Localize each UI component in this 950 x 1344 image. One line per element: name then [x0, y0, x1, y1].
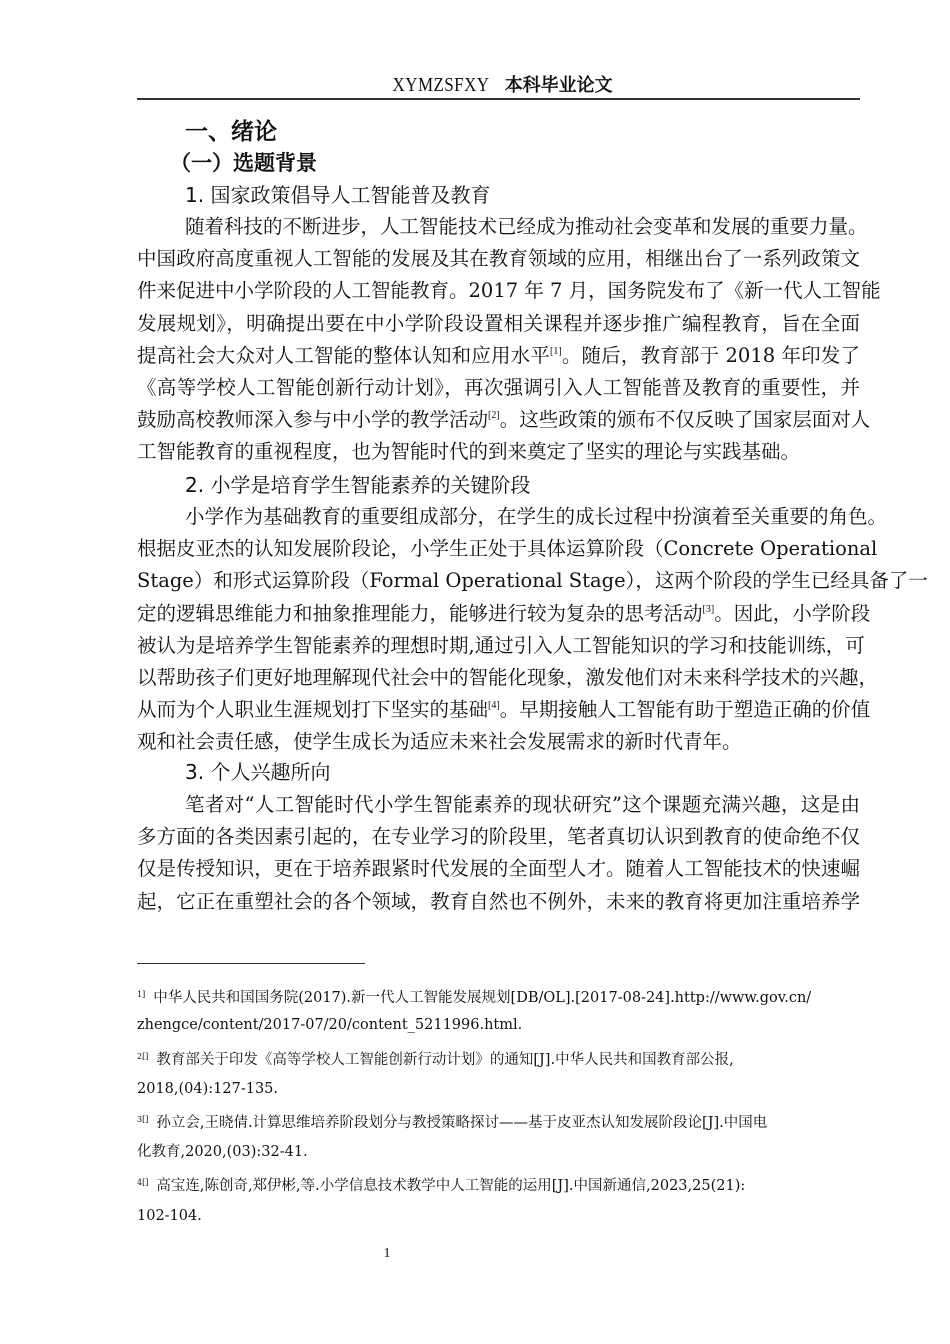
paragraph-2-line: [137, 662, 879, 694]
paragraph-1-line: [137, 275, 881, 307]
text-run: 随着科技的不断进步，人工智能技术已经成为推动社会变革和发展的重要力量。: [185, 215, 868, 238]
footnote-text: 化教育,2020,(03):32-41.: [137, 1144, 308, 1160]
text-run: 仅是传授知识，更在于培养跟紧时代发展的全面型人才。随着人工智能技术的快速崛: [137, 857, 860, 881]
paragraph-2-line: [137, 694, 871, 726]
footnote-marker: 3[]: [137, 1115, 149, 1124]
paragraph-2-line: [137, 598, 871, 630]
paragraph-2-line: [185, 501, 888, 533]
header-title: 本科毕业论文: [504, 75, 613, 96]
paragraph-2-line: [137, 726, 860, 758]
paragraph-2-line: [137, 565, 928, 597]
citation-marker[interactable]: [4]: [488, 700, 500, 712]
text-run: 观和社会责任感，使学生成长为适应未来社会发展需求的新时代青年。: [137, 730, 742, 754]
chapter-heading: 一、绪论: [185, 119, 277, 145]
header-code: XYMZSFXY: [392, 74, 490, 96]
citation-marker[interactable]: [2]: [488, 410, 500, 422]
footnote-marker: 4[]: [137, 1178, 149, 1187]
footnote-text: 孙立会,王晓倩.计算思维培养阶段划分与教授策略探讨——基于皮亚杰认知发展阶段论[J].中国电: [156, 1115, 768, 1131]
paragraph-2-line: [137, 630, 865, 662]
page-number: 1: [383, 1246, 391, 1261]
paragraph-1-line: [185, 211, 868, 243]
citation-marker[interactable]: [1]: [549, 345, 562, 357]
paragraph-1-line: [137, 372, 860, 404]
footnote-4-line: [137, 1201, 860, 1231]
paragraph-1-line: [137, 436, 860, 468]
footnote-separator: [137, 963, 365, 964]
text-run: 小学作为基础教育的重要组成部分，在学生的成长过程中扮演着至关重要的角色。: [185, 505, 888, 528]
footnote-text: zhengce/content/2017-07/20/content_5211996.html.: [137, 1017, 523, 1033]
footnote-4-line: [137, 1168, 860, 1198]
footnote-text: 中华人民共和国国务院(2017).新一代人工智能发展规划[DB/OL].[2017-08-24].http://www.gov.cn/: [153, 990, 812, 1006]
text-run: 。早期接触人工智能有助于塑造正确的价值: [499, 698, 871, 722]
footnote-3-line: [137, 1137, 860, 1167]
subsection-heading-3: 3. 个人兴趣所向: [185, 760, 331, 784]
footnote-text: 教育部关于印发《高等学校人工智能创新行动计划》的通知[J].中华人民共和国教育部公报,: [156, 1052, 734, 1068]
text-run: 笔者对“人工智能时代小学生智能素养的现状研究”这个课题充满兴趣，这是由: [185, 793, 860, 816]
footnote-2-line: [137, 1074, 860, 1104]
paragraph-3-line: [185, 789, 860, 821]
text-run: 被认为是培养学生智能素养的理想时期,通过引入人工智能知识的学习和技能训练，可: [137, 633, 865, 657]
subsection-heading-1: 1. 国家政策倡导人工智能普及教育: [185, 183, 491, 207]
text-run: 多方面的各类因素引起的，在专业学习的阶段里，笔者真切认识到教育的使命绝不仅: [137, 825, 860, 849]
text-run: 《高等学校人工智能创新行动计划》，再次强调引入人工智能普及教育的重要性，并: [137, 376, 860, 399]
text-run: 提高社会大众对人工智能的整体认知和应用水平: [137, 343, 550, 367]
paragraph-2-line: [137, 533, 878, 565]
footnote-1-line: [137, 980, 860, 1010]
text-run: 。这些政策的颁布不仅反映了国家层面对人: [499, 408, 871, 432]
footnote-3-line: [137, 1105, 860, 1135]
paragraph-3-line: [137, 821, 860, 853]
paragraph-3-line: [137, 886, 860, 918]
text-run: Stage）和形式运算阶段（Formal Operational Stage），这两个阶段的学生已经具备了一: [137, 569, 928, 593]
text-run: 中国政府高度重视人工智能的发展及其在教育领域的应用，相继出台了一系列政策文: [137, 247, 860, 271]
footnote-text: 102-104.: [137, 1208, 202, 1224]
section-heading: （一）选题背景: [170, 151, 317, 175]
footnote-marker: 1]: [137, 990, 146, 999]
text-run: 根据皮亚杰的认知发展阶段论，小学生正处于具体运算阶段（Concrete Operational: [137, 537, 878, 561]
text-run: 以帮助孩子们更好地理解现代社会中的智能化现象，激发他们对未来科学技术的兴趣，: [137, 666, 879, 689]
text-run: 。因此，小学阶段: [714, 601, 871, 625]
subsection-heading-2: 2. 小学是培育学生智能素养的关键阶段: [185, 473, 531, 497]
text-run: 从而为个人职业生涯规划打下坚实的基础: [137, 698, 489, 722]
text-run: 起，它正在重塑社会的各个领域，教育自然也不例外，未来的教育将更加注重培养学: [137, 889, 860, 913]
footnote-text: 高宝连,陈创奇,郑伊彬,等.小学信息技术教学中人工智能的运用[J].中国新通信,2023,25(21):: [156, 1178, 746, 1194]
footnote-2-line: [137, 1042, 860, 1072]
footnote-1-line: [137, 1010, 860, 1040]
citation-marker[interactable]: [3]: [702, 603, 715, 615]
footnote-text: 2018,(04):127-135.: [137, 1081, 279, 1097]
text-run: 定的逻辑思维能力和抽象推理能力，能够进行较为复杂的思考活动: [137, 601, 703, 625]
header-rule: [137, 98, 860, 100]
running-header: [137, 70, 860, 100]
paragraph-1-line: [137, 340, 860, 372]
text-run: 发展规划》，明确提出要在中小学阶段设置相关课程并逐步推广编程教育，旨在全面: [137, 311, 860, 335]
text-run: 工智能教育的重视程度，也为智能时代的到来奠定了坚实的理论与实践基础。: [137, 440, 801, 464]
text-run: 。随后，教育部于 2018 年印发了: [561, 343, 860, 367]
paragraph-1-line: [137, 404, 871, 436]
text-run: 件来促进中小学阶段的人工智能教育。2017 年 7 月，国务院发布了《新一代人工智能: [137, 279, 881, 303]
text-run: 鼓励高校教师深入参与中小学的教学活动: [137, 408, 489, 432]
paragraph-1-line: [137, 243, 860, 275]
footnote-marker: 2[]: [137, 1052, 149, 1061]
paragraph-1-line: [137, 308, 860, 340]
paragraph-3-line: [137, 853, 860, 885]
